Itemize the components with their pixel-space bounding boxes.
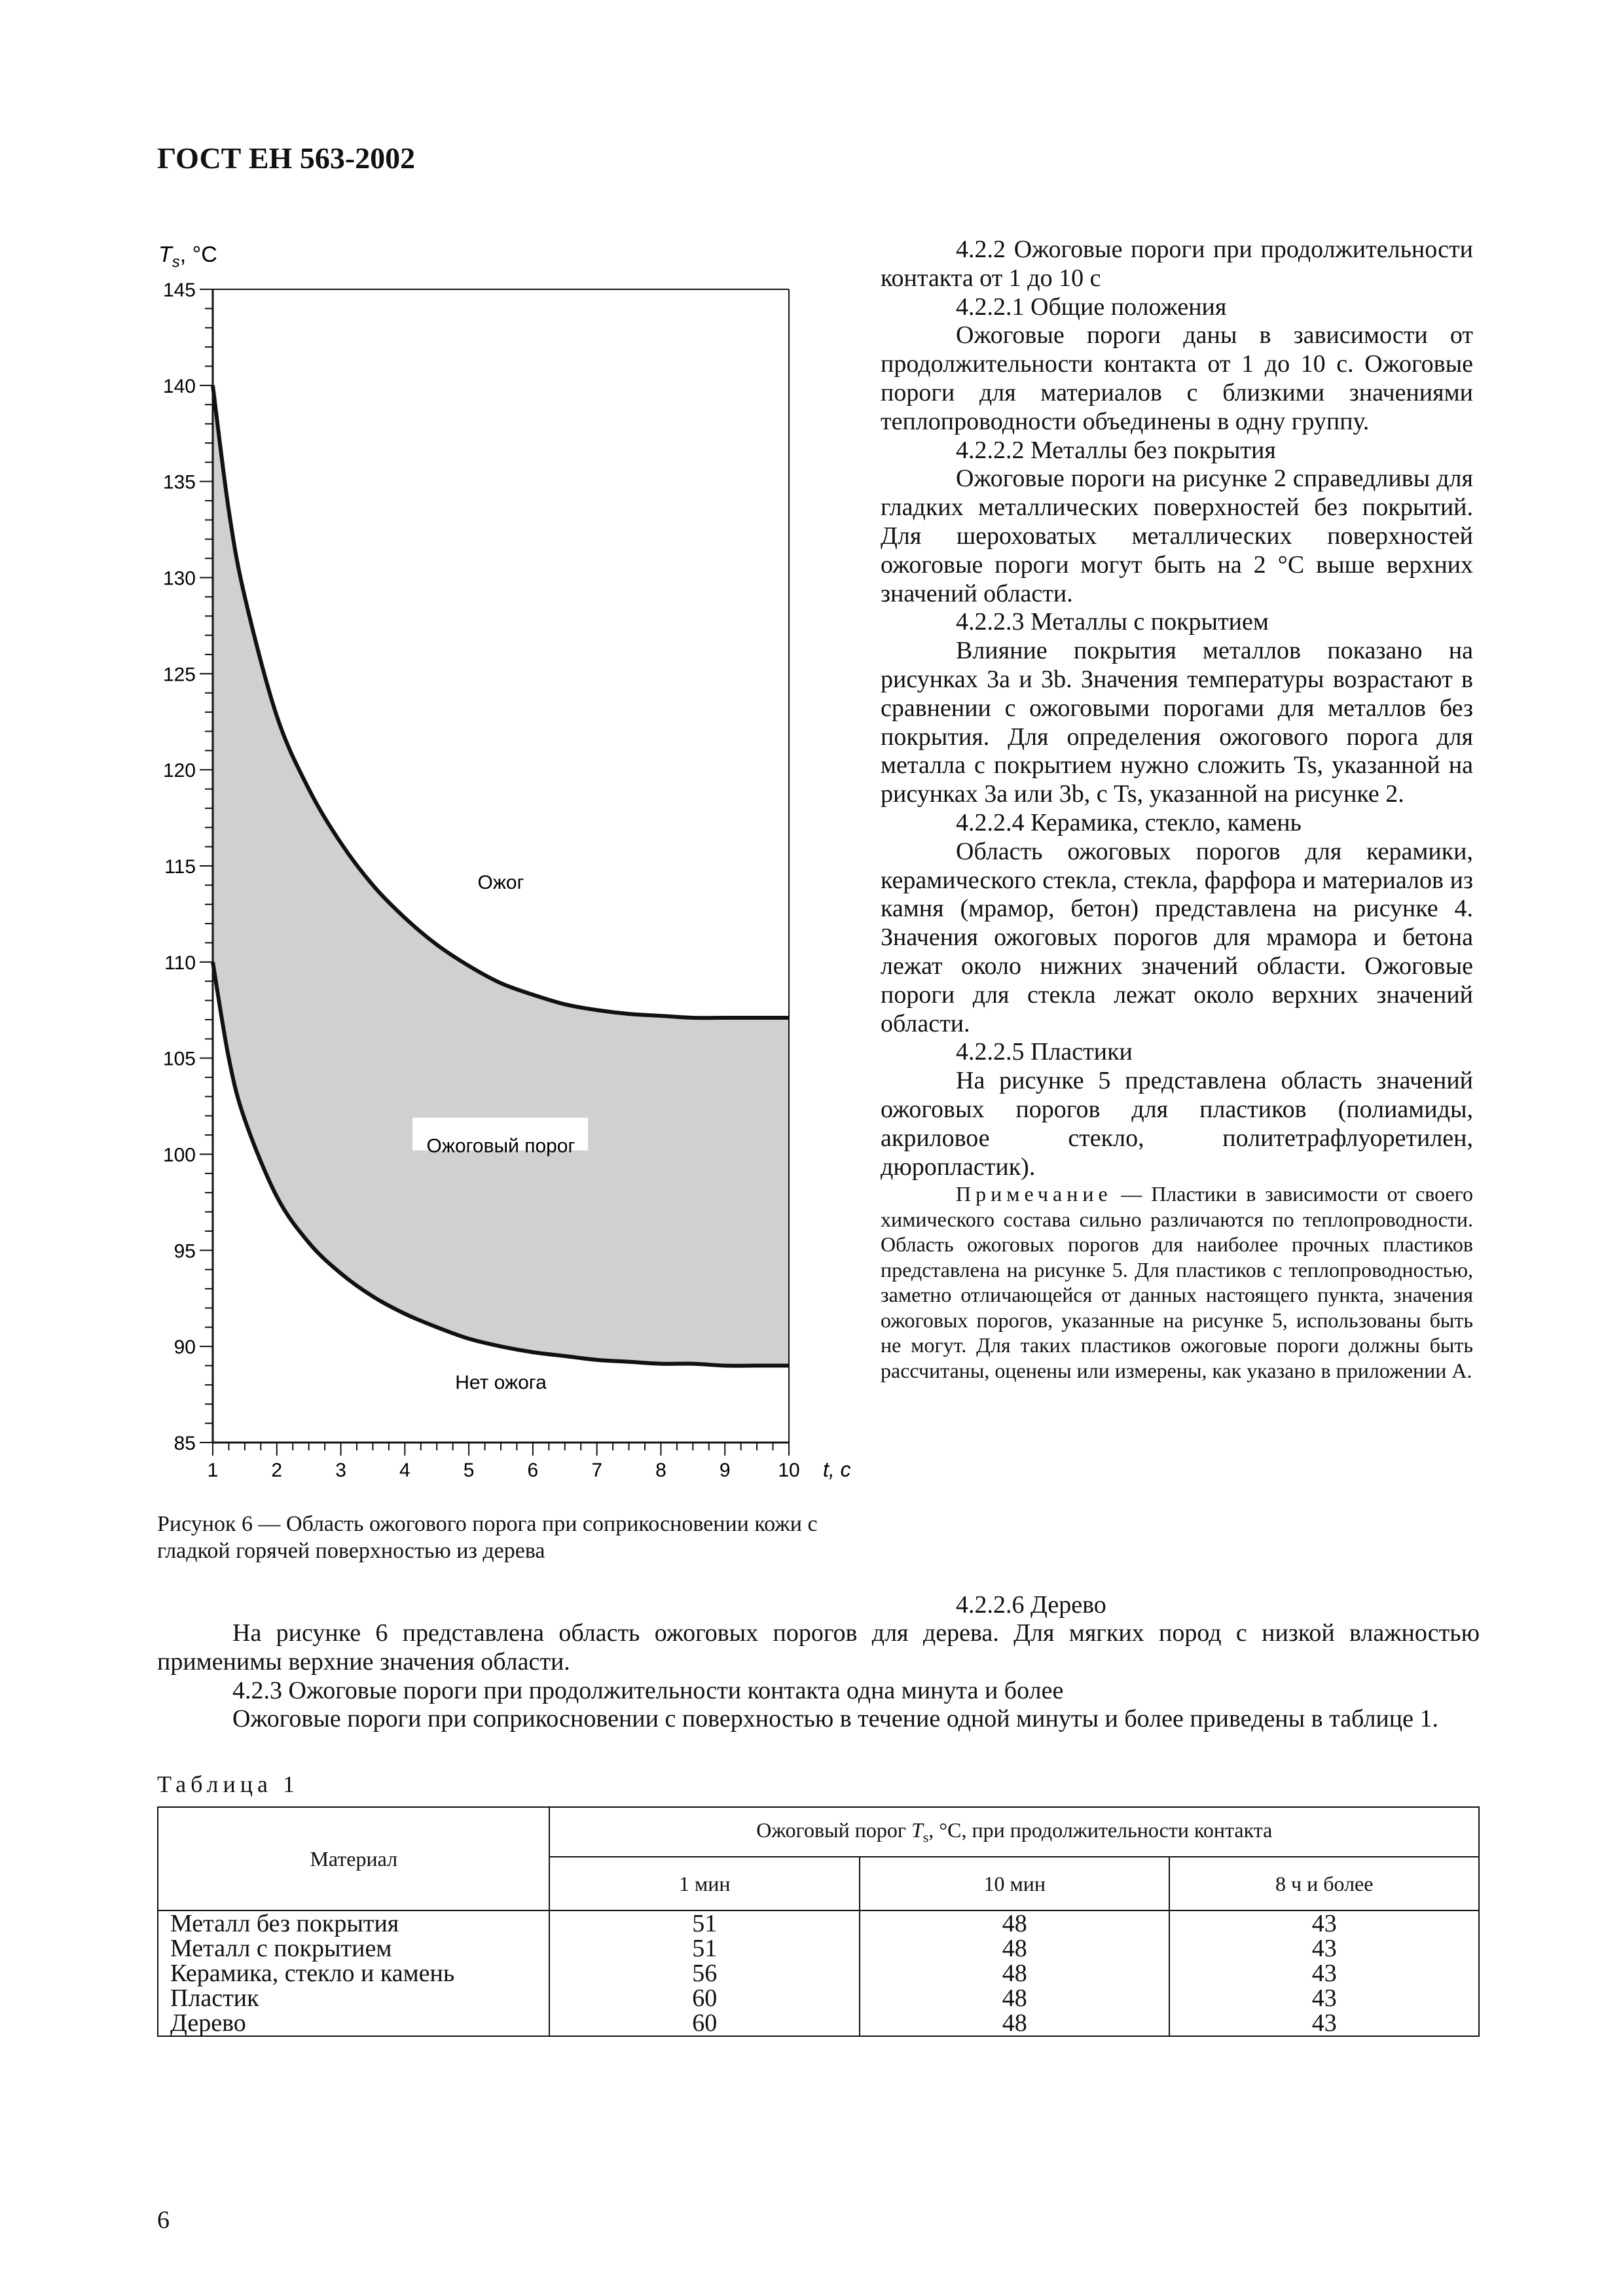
section-4-2-2-5-title: 4.2.2.5 Пластики [956,1038,1133,1066]
burn-threshold-table [157,1806,1480,2037]
cell-value: 48 [1002,2009,1027,2037]
col-header-threshold: Ожоговый порог $T_s$, °С, при продолжительности контакта [549,1807,1479,1857]
y-tick-label: 115 [164,856,196,878]
section-4-2-2-3-text: Влияние покрытия металлов показано на рисунках 3а и 3b. Значения температуры возрастают в сравнении с ожоговыми порогами для металлов без покрытия. Для определения ожогового порога для металла с покрытием нужно сложить Ts, указанной на рисунках 3а или 3b, с Ts, указанной на рисунке 2. [881,637,1473,808]
region-label-burn: Ожог [477,872,524,894]
x-tick-label: 7 [591,1460,603,1481]
cell-value: 51 [692,1910,718,1937]
cell-value: 48 [1002,1935,1027,1962]
col-header-1min: 1 мин [549,1857,859,1910]
cell-material: Металл без покрытия [170,1910,399,1937]
y-tick-label: 110 [164,952,196,974]
cell-value: 43 [1311,1935,1337,1962]
cell-value: 43 [1311,1984,1337,2012]
y-tick-label: 130 [162,567,196,590]
section-4-2-2-1-text: Ожоговые пороги даны в зависимости от продолжительности контакта от 1 до 10 с. Ожоговые пороги для материалов с близкими значениями теплопроводности объединены в одну группу. [881,321,1473,435]
cell-material: Металл с покрытием [170,1935,392,1962]
table-body-row [158,1910,1479,2036]
cell-material: Дерево [170,2009,246,2037]
section-4-2-2-4-text: Область ожоговых порогов для керамики, керамического стекла, стекла, фарфора и материалов из камня (мрамор, бетон) представлена на рисунке 4. Значения ожоговых порогов для мрамора и бетона лежат около нижних значений области. Ожоговые пороги для стекла лежат около верхних значений области. [881,837,1473,1037]
cell-value: 48 [1002,1960,1027,1987]
document-header: ГОСТ ЕН 563-2002 [157,141,416,175]
section-4-2-3-title: 4.2.3 Ожоговые пороги при продолжительности контакта одна минута и более [232,1676,1064,1704]
y-tick-label: 145 [162,279,196,301]
cell-value: 56 [692,1960,718,1987]
material-column [158,1910,549,2036]
section-4-2-2-6-text: На рисунке 6 представлена область ожоговых порогов для дерева. Для мягких пород с низкой влажностью применимы верхние значения области. [157,1619,1480,1676]
x-axis-label: t, с [823,1458,851,1481]
y-tick-label: 100 [162,1144,196,1166]
cell-value: 43 [1311,1910,1337,1937]
x-tick-label: 1 [207,1460,219,1481]
cell-value: 43 [1311,1960,1337,1987]
figure-caption: Рисунок 6 — Область ожогового порога при соприкосновении кожи с гладкой горячей поверхностью из дерева [157,1512,818,1563]
note-text: — Пластики в зависимости от своего химического состава сильно различаются по теплопроводности. Область ожоговых порогов для наиболее прочных пластиков представлена на рисунке 5. Для пластиков с теплопроводностью, заметно отличающейся от данных настоящего пункта, значения ожоговых порогов, указанные на рисунке 5, использованы быть не могут. Для таких пластиков ожоговые пороги должны быть рассчитаны, оценены или измерены, как указано в приложении А. [881,1182,1473,1382]
section-4-2-2-3-title: 4.2.2.3 Металлы с покрытием [956,608,1269,636]
y-tick-label: 85 [173,1433,196,1454]
region-label-no-burn: Нет ожога [455,1371,547,1393]
value-column-10min [860,1910,1169,2036]
cell-value: 51 [692,1935,718,1962]
section-4-2-2-1-title: 4.2.2.1 Общие положения [956,293,1227,321]
section-4-2-2-2-text: Ожоговые пороги на рисунке 2 справедливы для гладких металлических поверхностей без покрытий. Для шероховатых металлических поверхностей ожоговые пороги могут быть на 2 °С выше верхних значений области. [881,465,1473,607]
y-tick-label: 135 [162,471,196,493]
region-label-threshold: Ожоговый порог [426,1135,575,1157]
cell-value: 43 [1311,2009,1337,2037]
section-4-2-2-4-title: 4.2.2.4 Керамика, стекло, камень [956,808,1302,836]
x-tick-label: 9 [719,1460,731,1481]
section-4-2-2-2-title: 4.2.2.2 Металлы без покрытия [956,436,1276,464]
x-tick-label: 3 [335,1460,346,1481]
y-tick-label: 140 [162,375,196,397]
lower-text [157,1619,1480,1734]
y-tick-label: 125 [162,664,196,686]
right-column-text [881,236,1473,1383]
y-tick-label: 105 [162,1048,196,1070]
col-header-8h: 8 ч и более [1169,1857,1479,1910]
burn-threshold-chart [147,236,874,1492]
page-number: 6 [157,2206,170,2234]
table-caption: Таблица 1 [157,1771,299,1797]
note [881,1181,1473,1383]
x-tick-label: 4 [399,1460,410,1481]
x-tick-label: 8 [655,1460,666,1481]
y-axis-label: $T_s$, °C [158,242,217,271]
x-tick-label: 5 [463,1460,475,1481]
x-tick-label: 10 [778,1460,800,1481]
cell-value: 48 [1002,1910,1027,1937]
section-4-2-2-6-title: 4.2.2.6 Дерево [956,1591,1106,1619]
note-label: Примечание [956,1182,1112,1206]
y-tick-label: 120 [162,760,196,782]
cell-material: Пластик [170,1984,259,2012]
section-4-2-3-text: Ожоговые пороги при соприкосновении с поверхностью в течение одной минуты и более приведены в таблице 1. [232,1705,1438,1733]
col-header-10min: 10 мин [860,1857,1169,1910]
y-tick-label: 90 [173,1336,196,1359]
x-tick-label: 2 [271,1460,283,1481]
section-4-2-2: 4.2.2 Ожоговые пороги при продолжительности контакта от 1 до 10 с [881,236,1473,292]
cell-value: 48 [1002,1984,1027,2012]
cell-material: Керамика, стекло и камень [170,1960,455,1987]
value-column-8h [1169,1910,1479,2036]
section-4-2-2-5-text: На рисунке 5 представлена область значений ожоговых порогов для пластиков (полиамиды, акриловое стекло, политетрафлуоретилен, дюропластик). [881,1067,1473,1181]
cell-value: 60 [692,2009,718,2037]
value-column-1min [549,1910,859,2036]
col-header-material: Материал [158,1807,549,1910]
y-tick-label: 95 [173,1240,196,1263]
x-tick-label: 6 [527,1460,539,1481]
cell-value: 60 [692,1984,718,2012]
